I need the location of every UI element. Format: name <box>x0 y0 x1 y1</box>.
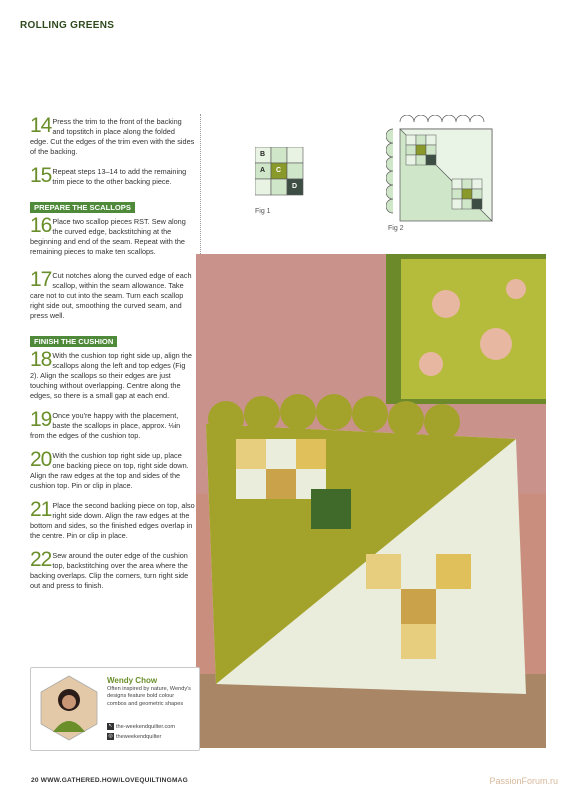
step-number: 19 <box>30 408 52 431</box>
step-number: 20 <box>30 448 52 471</box>
step-20 <box>30 448 195 491</box>
section-heading-scallops: PREPARE THE SCALLOPS <box>30 202 135 213</box>
website-link[interactable] <box>107 723 175 730</box>
step-22 <box>30 548 195 591</box>
fig1-label-b: B <box>260 151 266 158</box>
step-17 <box>30 268 195 321</box>
step-number: 18 <box>30 348 52 371</box>
step-number: 17 <box>30 268 52 291</box>
step-15 <box>30 164 195 187</box>
step-text: Once you're happy with the placement, baste the scallops in place, approx. ⅛in from the edges of the cushion top. <box>30 411 181 440</box>
fig1-label-d: D <box>292 183 298 190</box>
fig1-caption: Fig 1 <box>255 208 271 215</box>
step-text: Press the trim to the front of the backing and topstitch in place along the folded edge. Cut the edges of the trim even with the sides of the backing. <box>30 117 195 156</box>
step-number: 16 <box>30 214 52 237</box>
instagram-link[interactable] <box>107 733 161 740</box>
step-18 <box>30 348 195 401</box>
cursor-icon: ↖ <box>108 723 113 729</box>
step-text: Repeat steps 13–14 to add the remaining trim piece to the other backing piece. <box>52 167 187 186</box>
figure-2 <box>386 115 496 228</box>
page-footer: 20 WWW.GATHERED.HOW/LOVEQUILTINGMAG <box>31 777 188 784</box>
fig1-label-a: A <box>260 167 266 174</box>
page-header: ROLLING GREENS <box>20 20 115 31</box>
step-text: With the cushion top right side up, align the scallops along the left and top edges (Fig 2). Align the scallops so their edges are just touching without overlapping. Centre along the edges, so there is a small gap at each end. <box>30 351 192 400</box>
instructions-column <box>30 114 195 601</box>
step-text: Cut notches along the curved edge of each scallop, within the seam allowance. Take care not to cut into the seam. Turn each scallop right side out, smoothing the curved seam, and press well. <box>30 271 192 320</box>
section-heading-finish: FINISH THE CUSHION <box>30 336 117 347</box>
figure-1 <box>255 147 305 202</box>
step-21 <box>30 498 195 541</box>
watermark: PassionForum.ru <box>489 776 558 786</box>
step-number: 14 <box>30 114 52 137</box>
designer-bio <box>30 667 200 751</box>
fig1-label-c: C <box>276 167 282 174</box>
step-number: 21 <box>30 498 52 521</box>
fig2-diagram <box>386 115 496 223</box>
step-19 <box>30 408 195 441</box>
step-text: With the cushion top right side up, place one backing piece on top, right side down. Align the raw edges at the top and sides of the cushion top. Pin or clip in place. <box>30 451 189 490</box>
step-text: Sew around the outer edge of the cushion top, backstitching over the area where the backing overlaps. Clip the corners, turn right side out and press to finish. <box>30 551 189 590</box>
instagram-icon: ◎ <box>108 733 113 739</box>
instagram-text: theweekendquilter <box>116 733 162 740</box>
designer-avatar <box>37 674 101 742</box>
step-text: Place the second backing piece on top, also right side down. Align the raw edges at the bottom and sides, so the finished edges overlap in the centre. Pin or clip in place. <box>30 501 195 540</box>
designer-name: Wendy Chow <box>107 676 158 685</box>
cushion-photo-illustration <box>196 254 546 748</box>
step-number: 15 <box>30 164 52 187</box>
fig2-caption: Fig 2 <box>388 225 404 232</box>
step-text: Place two scallop pieces RST. Sew along the curved edge, backstitching at the beginning and end of the seam. Repeat with the remaining pieces to make ten scallops. <box>30 217 186 256</box>
cushion-photo <box>196 254 546 748</box>
step-16 <box>30 214 195 257</box>
step-14 <box>30 114 195 157</box>
website-text: the-weekendquilter.com <box>116 723 176 730</box>
step-number: 22 <box>30 548 52 571</box>
designer-description: Often inspired by nature, Wendy's designs feature bold colour combos and geometric shapes <box>107 686 191 707</box>
